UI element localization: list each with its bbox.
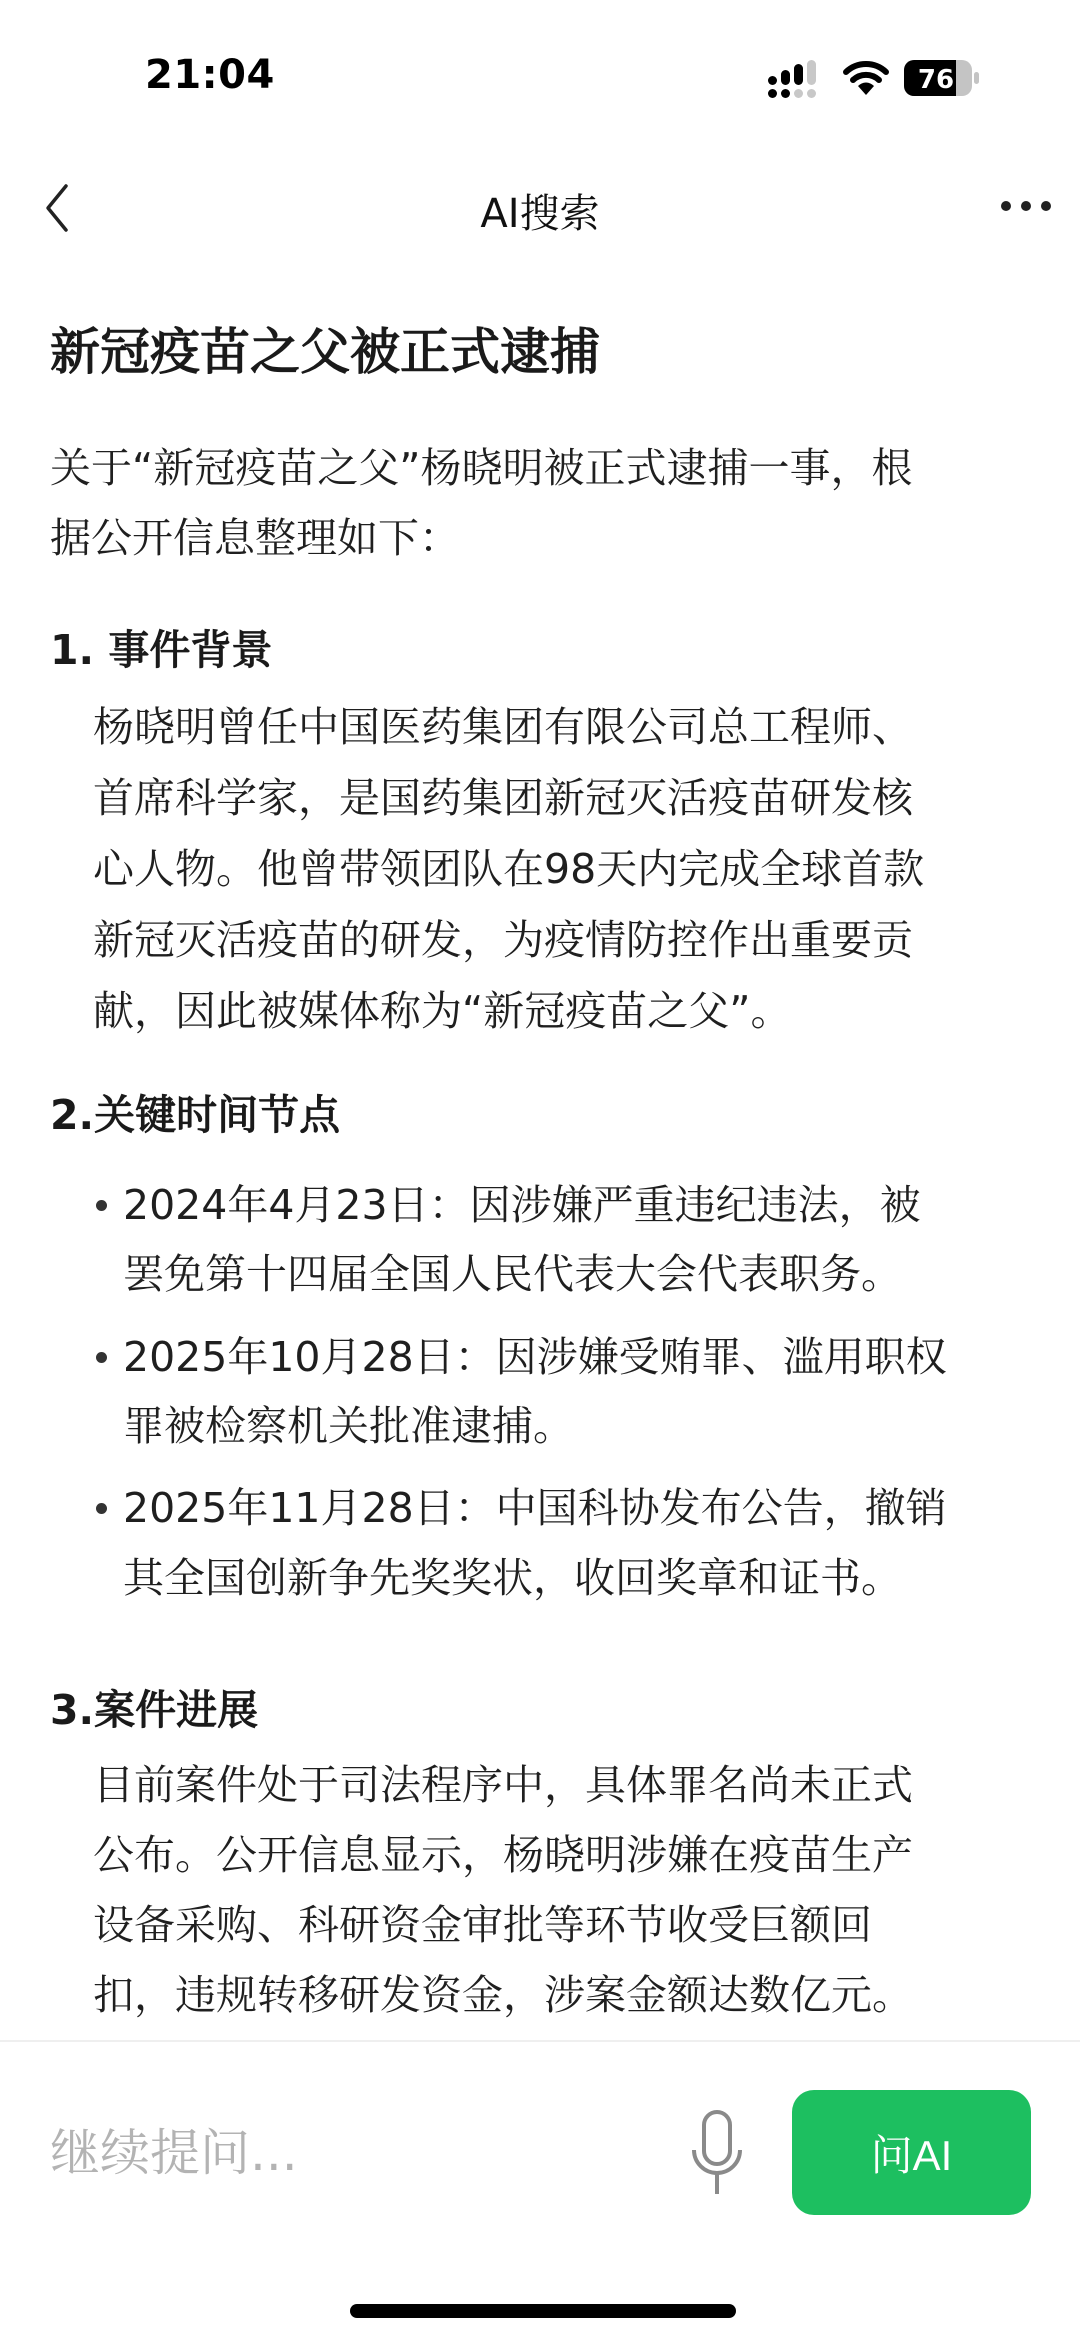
follow-up-question-input[interactable] (50, 2118, 650, 2188)
cellular-signal-icon (768, 60, 820, 100)
timeline-line: 2024年4月23日：因涉嫌严重违纪违法，被 (123, 1181, 921, 1229)
bullet-dot-icon (96, 1503, 107, 1514)
answer-title: 新冠疫苗之父被正式逮捕 (50, 323, 600, 381)
microphone-icon[interactable] (690, 2108, 744, 2198)
section-heading-background: 1. 事件背景 (50, 626, 273, 674)
section-body-line: 目前案件处于司法程序中，具体罪名尚未正式 (93, 1761, 913, 1809)
battery-level: 76 (917, 65, 955, 95)
timeline-line: 罢免第十四届全国人民代表大会代表职务。 (123, 1250, 902, 1298)
section-body-line: 扣，违规转移研发资金，涉案金额达数亿元。 (93, 1971, 913, 2019)
section-body-line: 献，因此被媒体称为“新冠疫苗之父”。 (93, 987, 792, 1035)
page-title: AI搜索 (480, 191, 600, 237)
section-body-line: 心人物。他曾带领团队在98天内完成全球首款 (93, 845, 925, 893)
section-body-line: 杨晓明曾任中国医药集团有限公司总工程师、 (93, 703, 913, 751)
status-time: 21:04 (145, 52, 275, 98)
section-body-line: 新冠灭活疫苗的研发，为疫情防控作出重要贡 (93, 916, 913, 964)
bullet-dot-icon (96, 1352, 107, 1363)
composer-divider (0, 2040, 1080, 2042)
section-heading-progress: 3.案件进展 (50, 1686, 259, 1734)
timeline-line: 2025年11月28日：中国科协发布公告，撤销 (123, 1484, 947, 1532)
timeline-line: 2025年10月28日：因涉嫌受贿罪、滥用职权 (123, 1333, 947, 1381)
home-indicator[interactable] (350, 2304, 736, 2318)
bullet-dot-icon (96, 1200, 107, 1211)
section-body-line: 设备采购、科研资金审批等环节收受巨额回 (93, 1901, 872, 1949)
more-horizontal-icon[interactable] (998, 194, 1054, 218)
intro-line: 据公开信息整理如下： (50, 514, 460, 562)
section-body-line: 公布。公开信息显示，杨晓明涉嫌在疫苗生产 (93, 1831, 913, 1879)
section-heading-timeline: 2.关键时间节点 (50, 1091, 341, 1139)
wifi-icon (843, 60, 889, 96)
timeline-line: 其全国创新争先奖奖状，收回奖章和证书。 (123, 1554, 902, 1602)
section-body-line: 首席科学家，是国药集团新冠灭活疫苗研发核 (93, 774, 913, 822)
intro-line: 关于“新冠疫苗之父”杨晓明被正式逮捕一事，根 (50, 444, 913, 492)
ask-ai-button[interactable]: 问AI (792, 2090, 1031, 2215)
battery-icon (904, 60, 980, 96)
timeline-line: 罪被检察机关批准逮捕。 (123, 1402, 574, 1450)
